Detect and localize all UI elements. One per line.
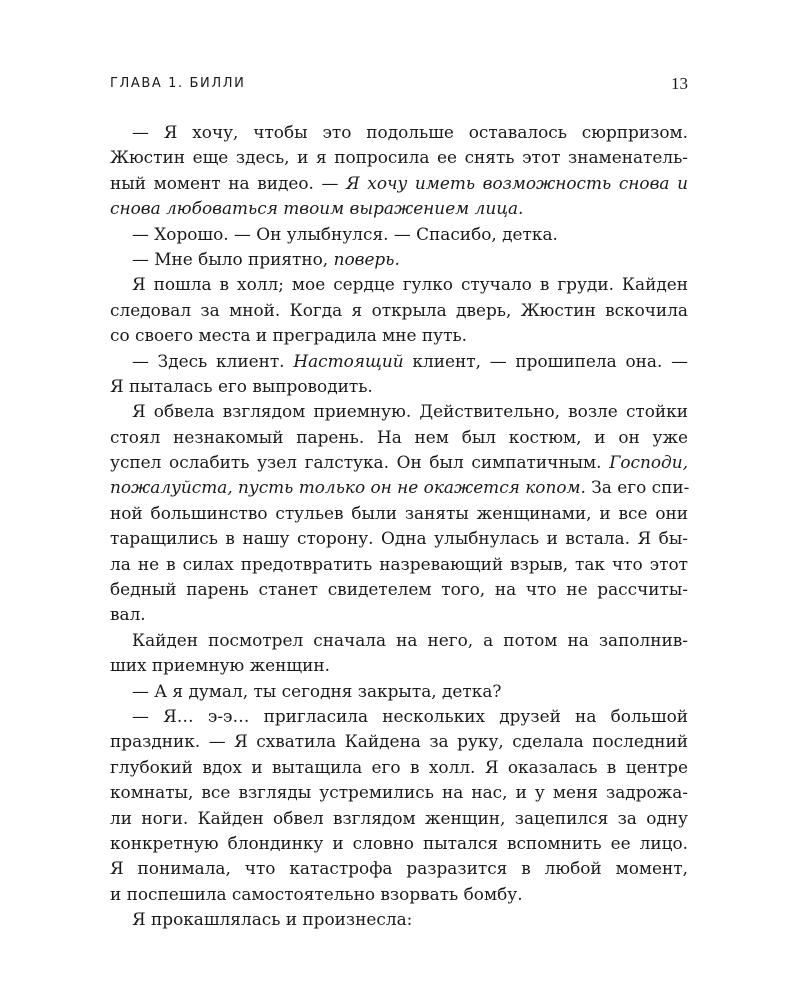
running-head bbox=[110, 72, 688, 96]
text-line: и поспешила самостоятельно взорвать бомбу. bbox=[110, 883, 523, 904]
body-text bbox=[110, 120, 688, 933]
text-line: глубокий вдох и вытащила его в холл. Я оказалась в центре bbox=[110, 756, 688, 777]
text-line: комнаты, все взгляды устремились на нас, и у меня задрожа- bbox=[110, 782, 688, 803]
text-line: пожалуйста, пусть только он не окажется копом. За его спи- bbox=[110, 477, 690, 498]
text-line: Я пошла в холл; мое сердце гулко стучало в груди. Кайден bbox=[132, 274, 688, 295]
text-line: праздник. — Я схватила Кайдена за руку, сделала последний bbox=[110, 731, 688, 752]
text-line: со своего места и преградила мне путь. bbox=[110, 325, 468, 346]
text-line: ный момент на видео. — Я хочу иметь возможность снова и bbox=[110, 172, 688, 193]
text-line: конкретную блондинку и словно пытался вспомнить ее лицо. bbox=[110, 832, 688, 853]
text-line: бедный парень станет свидетелем того, на что не рассчиты- bbox=[110, 579, 688, 600]
text-line: — Я… э-э… пригласила нескольких друзей на большой bbox=[132, 705, 688, 726]
chapter-title: ГЛАВА 1. БИЛЛИ bbox=[110, 76, 246, 91]
text-line: Я пыталась его выпроводить. bbox=[110, 375, 373, 396]
text-line: ла не в силах предотвратить назревающий взрыв, так что этот bbox=[110, 553, 688, 574]
text-line: — Здесь клиент. Настоящий клиент, — прошипела она. — bbox=[132, 350, 688, 371]
text-line: — Мне было приятно, поверь. bbox=[132, 248, 400, 269]
text-line: ших приемную женщин. bbox=[110, 655, 330, 676]
text-line: Я обвела взглядом приемную. Действительно, возле стойки bbox=[132, 401, 688, 422]
page-number: 13 bbox=[671, 74, 688, 93]
text-line: — Я хочу, чтобы это подольше оставалось сюрпризом. bbox=[132, 122, 688, 142]
text-line: ли ноги. Кайден обвел взглядом женщин, зацепился за одну bbox=[110, 807, 688, 828]
text-line: успел ослабить узел галстука. Он был симпатичным. Господи, bbox=[110, 452, 688, 473]
text-line: таращились в нашу сторону. Одна улыбнулась и встала. Я бы- bbox=[110, 528, 688, 549]
text-line: стоял незнакомый парень. На нем был костюм, и он уже bbox=[110, 426, 688, 447]
text-line: снова любоваться твоим выражением лица. bbox=[110, 198, 524, 219]
text-line: Кайден посмотрел сначала на него, а потом на заполнив- bbox=[132, 629, 688, 650]
text-line: — Хорошо. — Он улыбнулся. — Спасибо, детка. bbox=[132, 223, 558, 244]
text-line: Жюстин еще здесь, и я попросила ее снять этот знаменатель- bbox=[110, 147, 688, 168]
text-line: Я прокашлялась и произнесла: bbox=[132, 909, 413, 930]
text-line: — А я думал, ты сегодня закрыта, детка? bbox=[132, 680, 502, 701]
text-line: следовал за мной. Когда я открыла дверь, Жюстин вскочила bbox=[110, 299, 688, 320]
text-line: вал. bbox=[110, 604, 146, 625]
text-line: ной большинство стульев были заняты женщинами, и все они bbox=[110, 502, 688, 523]
text-line: Я понимала, что катастрофа разразится в любой момент, bbox=[110, 858, 688, 879]
